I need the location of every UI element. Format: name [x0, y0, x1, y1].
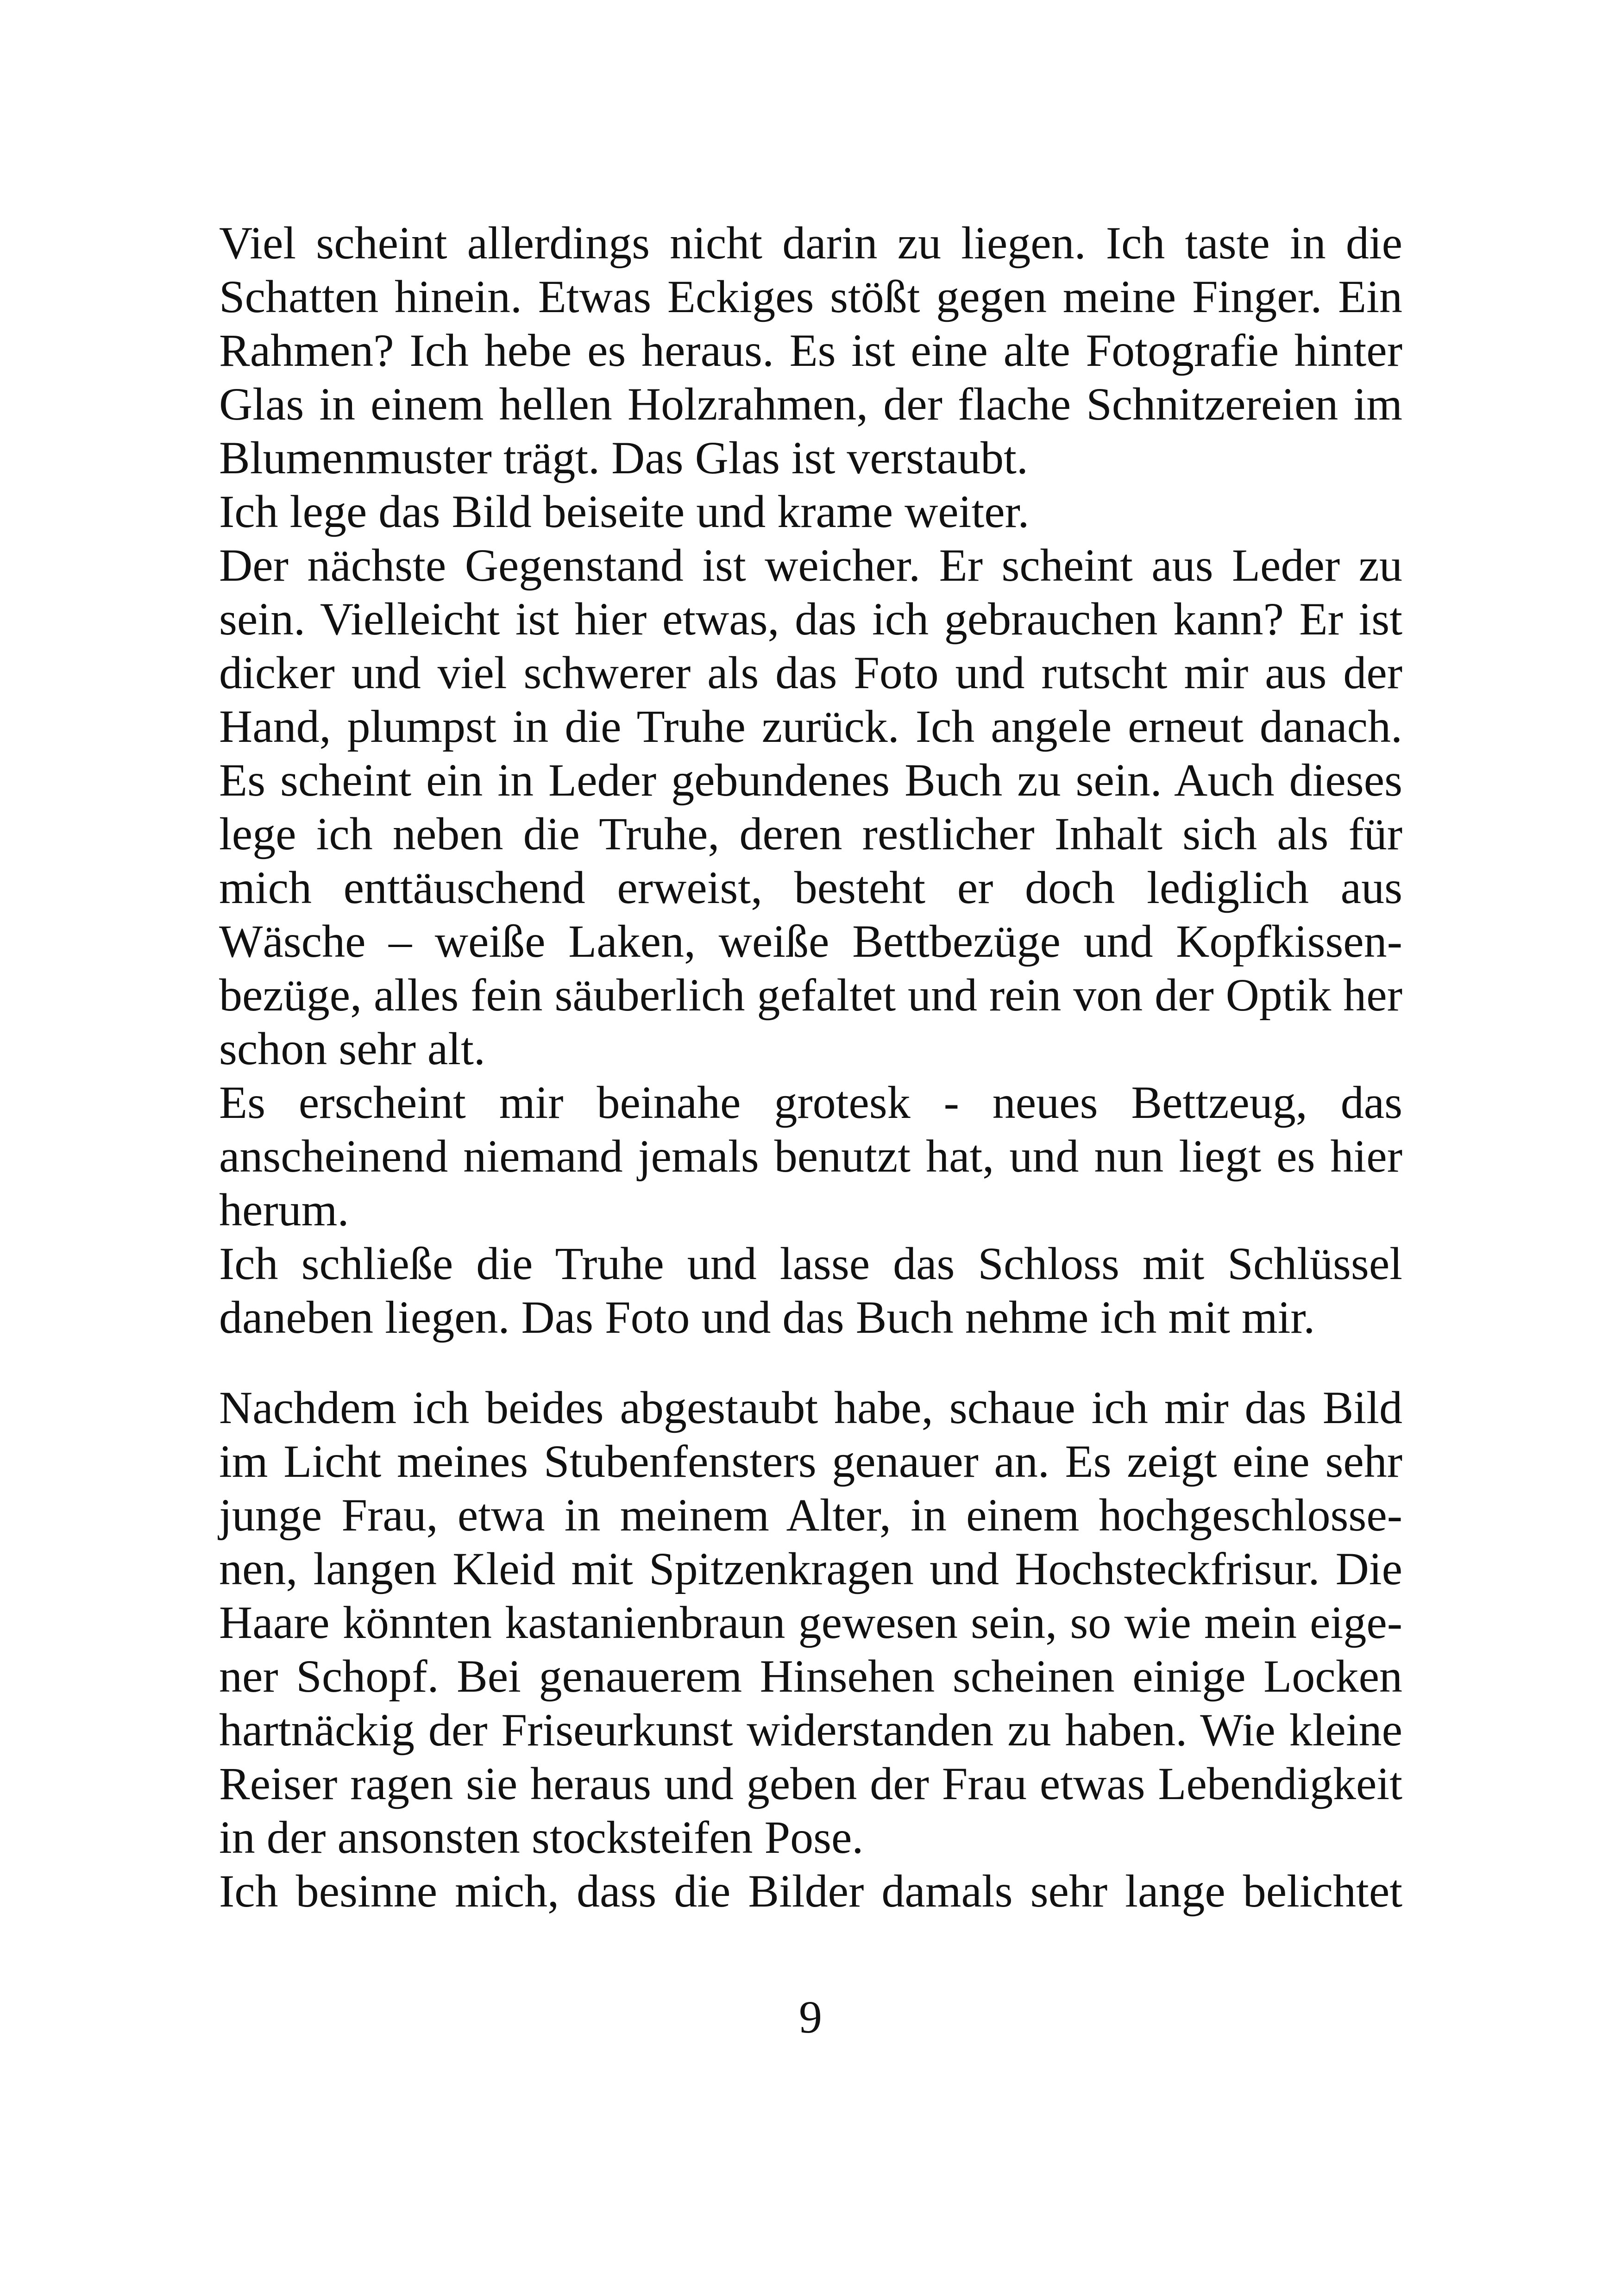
text-line: Glas in einem hellen Holzrahmen, der flache Schnitzereien im [219, 378, 1402, 430]
text-line: nen, langen Kleid mit Spitzenkragen und Hochsteckfrisur. Die [219, 1543, 1402, 1594]
text-line: Rahmen? Ich hebe es heraus. Es ist eine alte Fotografie hinter [219, 325, 1402, 376]
text-line: junge Frau, etwa in meinem Alter, in einem hochgeschlosse- [219, 1489, 1402, 1541]
text-line: schon sehr alt. [219, 1023, 485, 1074]
text-line: bezüge, alles fein säuberlich gefaltet und rein von der Optik her [219, 969, 1402, 1021]
page-number: 9 [799, 1991, 822, 2043]
text-line: hartnäckig der Friseurkunst widerstanden zu haben. Wie kleine [219, 1704, 1402, 1756]
text-line: Es scheint ein in Leder gebundenes Buch zu sein. Auch dieses [219, 754, 1402, 806]
text-line: Nachdem ich beides abgestaubt habe, schaue ich mir das Bild [219, 1382, 1402, 1433]
text-line: Ich schließe die Truhe und lasse das Schloss mit Schlüssel [219, 1238, 1402, 1289]
text-line: herum. [219, 1184, 349, 1236]
text-line: im Licht meines Stubenfensters genauer an. Es zeigt eine sehr [219, 1436, 1402, 1487]
text-line: ner Schopf. Bei genauerem Hinsehen scheinen einige Locken [219, 1650, 1402, 1702]
text-line: Blumenmuster trägt. Das Glas ist verstaubt. [219, 432, 1028, 483]
text-line: Der nächste Gegenstand ist weicher. Er scheint aus Leder zu [219, 539, 1402, 591]
text-line: Ich lege das Bild beiseite und krame weiter. [219, 486, 1030, 537]
text-line: daneben liegen. Das Foto und das Buch nehme ich mit mir. [219, 1292, 1315, 1343]
text-line: dicker und viel schwerer als das Foto und rutscht mir aus der [219, 647, 1402, 698]
text-line: sein. Vielleicht ist hier etwas, das ich gebrauchen kann? Er ist [219, 593, 1402, 645]
paragraph-group-1 [219, 216, 1402, 1344]
text-line: in der ansonsten stocksteifen Pose. [219, 1812, 864, 1863]
text-line: Ich besinne mich, dass die Bilder damals sehr lange belichtet [219, 1865, 1402, 1917]
text-line: Reiser ragen sie heraus und geben der Frau etwas Lebendigkeit [219, 1758, 1402, 1809]
text-line: lege ich neben die Truhe, deren restlicher Inhalt sich als für [219, 808, 1402, 859]
text-line: anscheinend niemand jemals benutzt hat, und nun liegt es hier [219, 1130, 1402, 1182]
text-line: Hand, plumpst in die Truhe zurück. Ich angele erneut danach. [219, 701, 1402, 752]
text-line: mich enttäuschend erweist, besteht er doch lediglich aus [219, 862, 1402, 913]
text-line: Haare könnten kastanienbraun gewesen sein, so wie mein eige- [219, 1597, 1402, 1648]
text-line: Schatten hinein. Etwas Eckiges stößt gegen meine Finger. Ein [219, 271, 1402, 322]
text-line: Wäsche – weiße Laken, weiße Bettbezüge und Kopfkissen- [219, 916, 1402, 967]
paragraph-group-2 [219, 1381, 1402, 1918]
text-line: Viel scheint allerdings nicht darin zu liegen. Ich taste in die [219, 217, 1402, 269]
text-line: Es erscheint mir beinahe grotesk - neues Bettzeug, das [219, 1077, 1402, 1128]
